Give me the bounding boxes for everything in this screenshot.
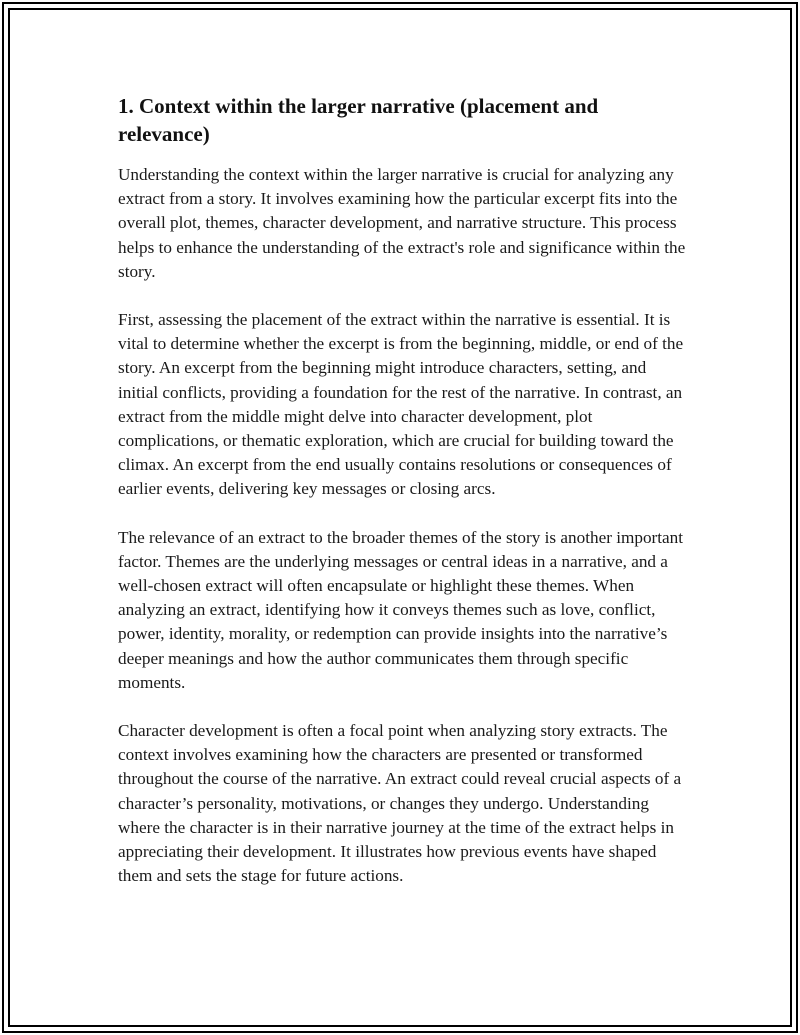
paragraph-themes: The relevance of an extract to the broader themes of the story is another important factor. Themes are the underlying messages or central ideas in a narrative, and a well-chosen extract will often encapsulate or highlight these themes. When analyzing an extract, identifying how it conveys themes such as love, conflict, power, identity, morality, or redemption can provide insights into the narrative’s deeper meanings and how the author communicates them through specific moments.: [118, 527, 684, 692]
document-body: [118, 92, 690, 912]
paragraph-context-intro: Understanding the context within the larger narrative is crucial for analyzing any extract from a story. It involves examining how the particular excerpt fits into the overall plot, themes, character development, and narrative structure. This process helps to enhance the understanding of the extract's role and significance within the story.: [118, 165, 686, 281]
section-heading: 1. Context within the larger narrative (placement and relevance): [118, 94, 599, 146]
paragraph-placement: First, assessing the placement of the extract within the narrative is essential. It is vital to determine whether the excerpt is from the beginning, middle, or end of the story. An excerpt from the beginning might introduce characters, setting, and initial conflicts, providing a foundation for the rest of the narrative. In contrast, an extract from the middle might delve into character development, plot complications, or thematic exploration, which are crucial for building toward the climax. An excerpt from the end usually contains resolutions or consequences of earlier events, delivering key messages or closing arcs.: [118, 310, 684, 499]
paragraph-character-development: Character development is often a focal point when analyzing story extracts. The context involves examining how the characters are presented or transformed throughout the course of the narrative. An extract could reveal crucial aspects of a character’s personality, motivations, or changes they undergo. Understanding where the character is in their narrative journey at the time of the extract helps in appreciating their development. It illustrates how previous events have shaped them and sets the stage for future actions.: [118, 721, 682, 886]
